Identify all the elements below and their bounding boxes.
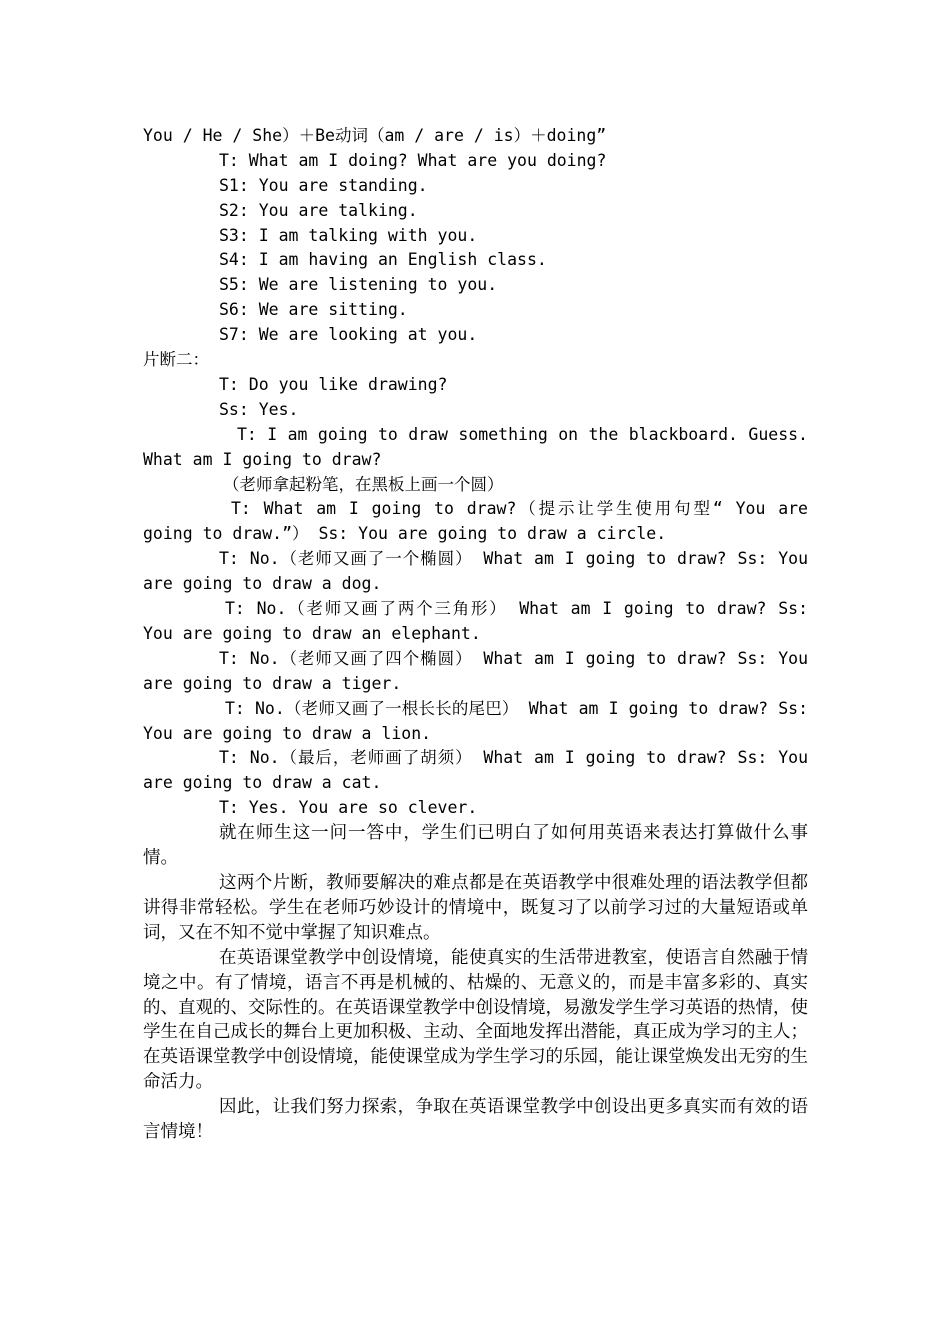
dialogue-line: T: What am I doing? What are you doing?	[219, 150, 607, 170]
dialogue-line: S7: We are looking at you.	[219, 325, 478, 345]
body-paragraph: 就在师生这一问一答中，学生们已明白了如何用英语来表达打算做什么事情。	[143, 823, 808, 869]
section-heading: 片断二：	[143, 350, 209, 370]
dialogue-paragraph: T: No.（老师又画了四个椭圆） What am I going to draw? Ss: You are going to draw a tiger.	[143, 648, 808, 693]
body-paragraph: 因此，让我们努力探索，争取在英语课堂教学中创设出更多真实而有效的语言情境！	[143, 1097, 808, 1143]
dialogue-line: S6: We are sitting.	[219, 300, 408, 320]
dialogue-paragraph: T: I am going to draw something on the blackboard. Guess. What am I going to draw?	[143, 424, 808, 469]
dialogue-line: Ss: Yes.	[219, 399, 299, 419]
body-paragraph: 这两个片断，教师要解决的难点都是在英语教学中很难处理的语法教学但都讲得非常轻松。学生在老师巧妙设计的情境中，既复习了以前学习过的大量短语或单词，又在不知不觉中掌握了知识难点。	[143, 873, 808, 943]
document-page	[143, 124, 808, 1145]
dialogue-paragraph: T: No.（老师又画了一根长长的尾巴） What am I going to draw? Ss: You are going to draw a lion.	[143, 698, 808, 743]
dialogue-paragraph: T: No.（最后，老师画了胡须） What am I going to draw? Ss: You are going to draw a cat.	[143, 748, 808, 793]
body-paragraph: 在英语课堂教学中创设情境，能使真实的生活带进教室，使语言自然融于情境之中。有了情境，语言不再是机械的、枯燥的、无意义的，而是丰富多彩的、真实的、直观的、交际性的。在英语课堂教学中创设情境，易激发学生学习英语的热情，使学生在自己成长的舞台上更加积极、主动、全面地发挥出潜能，真正成为学习的主人；在英语课堂教学中创设情境，能使课堂成为学生学习的乐园，能让课堂焕发出无穷的生命活力。	[143, 947, 808, 1093]
dialogue-line: S4: I am having an English class.	[219, 250, 547, 270]
dialogue-paragraph: T: What am I going to draw?（提示让学生使用句型“ You are going to draw.”） Ss: You are going to draw a circle.	[143, 499, 808, 544]
dialogue-line: S2: You are talking.	[219, 200, 418, 220]
dialogue-paragraph: T: No.（老师又画了两个三角形） What am I going to draw? Ss: You are going to draw an elephant.	[143, 599, 808, 643]
text-line: You / He / She）＋Be动词（am / are / is）＋doing”	[143, 126, 607, 145]
dialogue-line: S5: We are listening to you.	[219, 275, 498, 295]
dialogue-line: S1: You are standing.	[219, 175, 428, 195]
dialogue-paragraph: T: No.（老师又画了一个椭圆） What am I going to draw? Ss: You are going to draw a dog.	[143, 549, 808, 594]
dialogue-paragraph: T: Yes. You are so clever.	[219, 798, 478, 818]
stage-direction: （老师拿起粉笔，在黑板上画一个圆）	[223, 474, 504, 494]
dialogue-line: S3: I am talking with you.	[219, 225, 478, 245]
dialogue-line: T: Do you like drawing?	[219, 374, 448, 394]
